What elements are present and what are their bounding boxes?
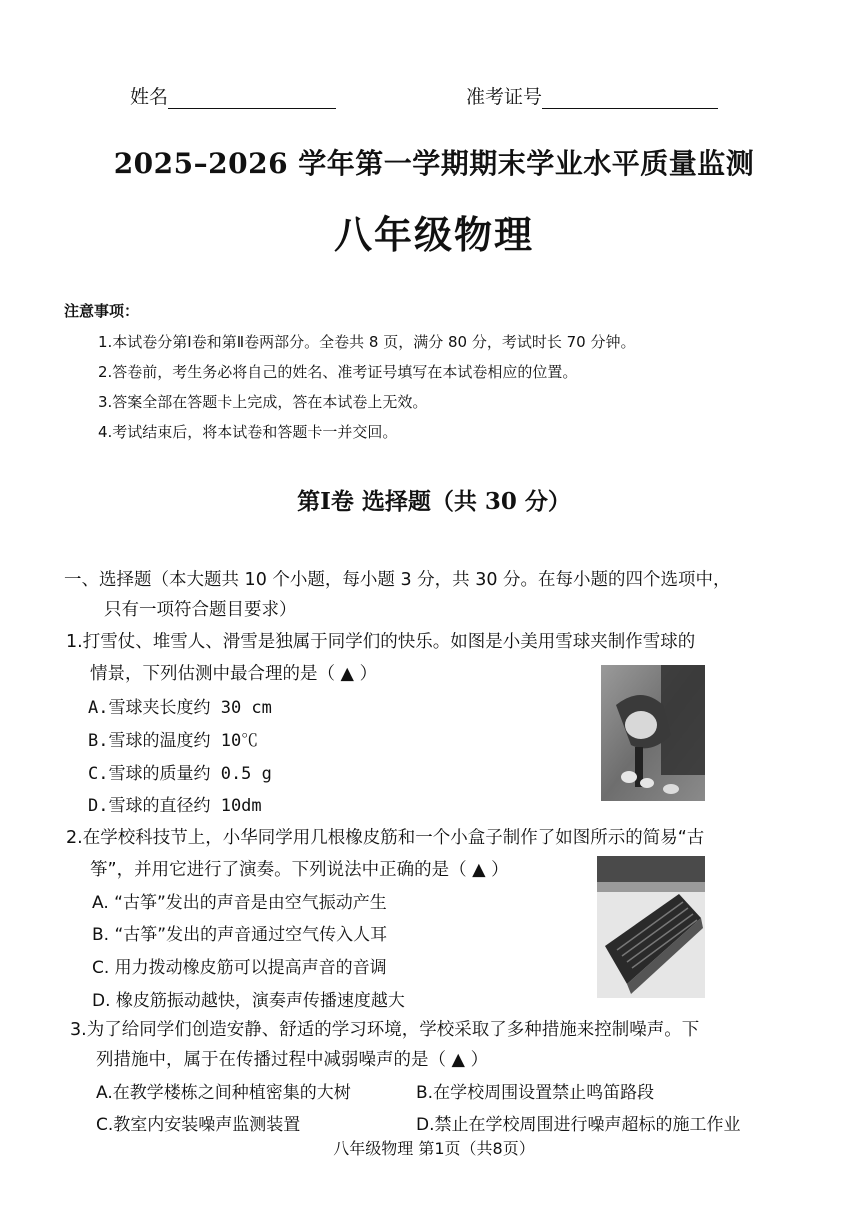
- question-2-stem: 2.在学校科技节上，小华同学用几根橡皮筋和一个小盒子制作了如图所示的简易“古: [66, 828, 705, 848]
- question-2-option-b: B. “古筝”发出的声音通过空气传入人耳: [92, 925, 388, 945]
- exam-id-blank: [542, 90, 718, 109]
- name-field: [130, 82, 336, 109]
- question-1-stem: 1.打雪仗、堆雪人、滑雪是独属于同学们的快乐。如图是小美用雪球夹制作雪球的: [66, 632, 696, 652]
- page-footer: 八年级物理 第1页（共8页）: [333, 1139, 535, 1158]
- question-1-stem-cont: 情景，下列估测中最合理的是（ ▲ ）: [90, 664, 378, 684]
- question-1-option-c: C.雪球的质量约 0.5 g: [88, 764, 272, 784]
- part-heading-cont: 只有一项符合题目要求）: [104, 600, 297, 620]
- question-1-option-b: B.雪球的温度约 10℃: [88, 731, 259, 751]
- name-label: 姓名: [130, 86, 169, 108]
- question-2-option-c: C. 用力拨动橡皮筋可以提高声音的音调: [92, 958, 387, 978]
- question-3-option-c: C.教室内安装噪声监测装置: [96, 1115, 301, 1135]
- question-3-option-d: D.禁止在学校周围进行噪声超标的施工作业: [416, 1115, 741, 1135]
- exam-id-field: [466, 82, 718, 109]
- snowball-clamp-photo: [601, 665, 705, 801]
- question-1-option-d: D.雪球的直径约 10dm: [88, 796, 262, 816]
- question-2-option-d: D. 橡皮筋振动越快，演奏声传播速度越大: [92, 991, 405, 1011]
- question-3-option-a: A.在教学楼栋之间种植密集的大树: [96, 1083, 351, 1103]
- rubber-band-zither-photo: [597, 856, 705, 998]
- subject-title: 八年级物理: [333, 212, 534, 257]
- notice-item: 1.本试卷分第Ⅰ卷和第Ⅱ卷两部分。全卷共 8 页，满分 80 分，考试时长 70 分钟。: [98, 333, 636, 351]
- part-heading: 一、选择题（本大题共 10 个小题，每小题 3 分，共 30 分。在每小题的四个选项中，: [64, 570, 731, 590]
- exam-title: 2025–2026 学年第一学期期末学业水平质量监测: [113, 147, 755, 180]
- section-title: 第Ⅰ卷 选择题（共 30 分）: [297, 488, 571, 515]
- question-3-stem: 3.为了给同学们创造安静、舒适的学习环境，学校采取了多种措施来控制噪声。下: [70, 1020, 700, 1040]
- notice-item: 3.答案全部在答题卡上完成，答在本试卷上无效。: [98, 393, 428, 411]
- notice-item: 2.答卷前，考生务必将自己的姓名、准考证号填写在本试卷相应的位置。: [98, 363, 578, 381]
- notice-heading: 注意事项：: [64, 302, 140, 320]
- question-3-stem-cont: 列措施中，属于在传播过程中减弱噪声的是（ ▲ ）: [96, 1050, 489, 1070]
- question-3-option-b: B.在学校周围设置禁止鸣笛路段: [416, 1083, 655, 1103]
- notice-item: 4.考试结束后，将本试卷和答题卡一并交回。: [98, 423, 398, 441]
- exam-id-label: 准考证号: [466, 86, 543, 108]
- question-2-stem-cont: 筝”，并用它进行了演奏。下列说法中正确的是（ ▲ ）: [90, 860, 509, 880]
- question-2-option-a: A. “古筝”发出的声音是由空气振动产生: [92, 893, 387, 913]
- question-1-option-a: A.雪球夹长度约 30 cm: [88, 698, 272, 718]
- name-blank: [168, 90, 336, 109]
